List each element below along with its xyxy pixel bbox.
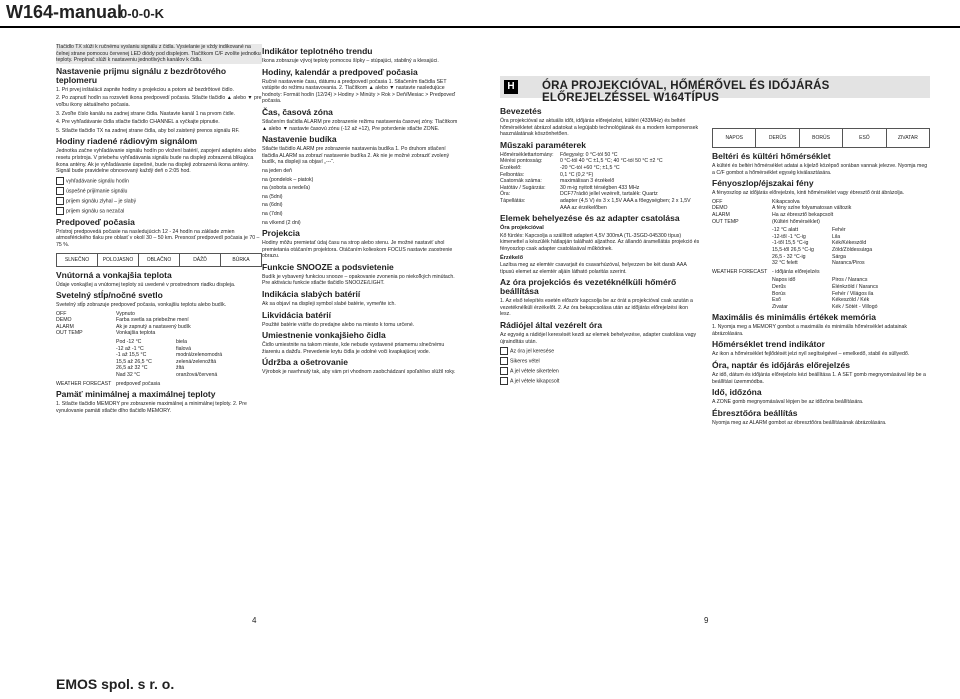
- antenna-icon: [56, 177, 64, 185]
- color-row: [772, 254, 930, 261]
- spec-value: maximálisan 3 érzékelő: [560, 178, 615, 185]
- temp-hu-text: A kültéri és beltéri hőmérséklet adatai a kijelző középső sorában vannak jelezve. Nyomja meg a C/F gombot a hőmérséklet egység kiválasztására.: [712, 163, 928, 176]
- spec-key: Hőmérséklettartomány:: [500, 151, 554, 158]
- heading-clock: Hodiny, kalendár a predpoveď počasia: [262, 66, 418, 77]
- projection-text: Hodiny môžu premietať údaj času na strop alebo stenu. Je možné nastaviť uhol premietania otáčaním projektora. Otáčaním kolieskom FOCUS nastavte zaostrenie obrazu.: [262, 240, 453, 260]
- radio-icon-row: [56, 207, 262, 215]
- heading-radio: Hodiny riadené rádiovým signálom: [56, 136, 198, 147]
- header-rule: [0, 26, 960, 28]
- color-row: [772, 247, 930, 254]
- mode-value: predpoveď počasia: [116, 380, 161, 387]
- color-range: 15,5 až 26,5 °C: [116, 358, 152, 365]
- projection-setup-text: 1. Az első telepítés esetén először kapcsolja be az órát a projekcióval csak azután a vezetéknélküli érzékelőt. 2. Az óra bekapcsolása után az időjárás előrejelzési ikon lesz.: [500, 298, 693, 318]
- spec-row: [500, 152, 700, 159]
- heading-projection: Projekcia: [262, 228, 300, 239]
- radio-icon-label: A jel vétele sikertelen: [510, 368, 559, 375]
- radio-icon-row: [500, 367, 700, 375]
- color-name: žltá: [176, 365, 185, 372]
- alarm-mode: na víkend (2 dni): [262, 219, 301, 226]
- spec-row: [500, 198, 700, 211]
- forecast-key: Derűs: [772, 283, 786, 290]
- memory-text: 1. Stlačte tlačidlo MEMORY pre zobrazenie maximálnej a minimálnej teploty. 2. Pre vynulovanie pamäti stlačte dlho tlačidlo MEMORY.: [56, 401, 247, 414]
- heading-battery: Indikácia slabých batérií: [262, 289, 361, 300]
- spec-value: -20 °C-tól +60 °C; ±1,5 °C: [560, 164, 620, 171]
- sub-main-unit: Óra projekcióval: [500, 225, 544, 232]
- forecast-text: Prístroj predpovedá počasie na nasledujúcich 12 - 24 hodín na základe zmien atmosférického tlaku pre oblasť v okolí 30 – 50 km. Presnosť predpovedí počasia je 70 – 75 %.: [56, 228, 260, 248]
- forecast-mode-hu: [712, 269, 930, 276]
- heading-memory-hu: Maximális és minimális értékek memória: [712, 312, 876, 323]
- weather-sunny-label: SLNEČNO: [57, 254, 98, 266]
- color-row: [772, 304, 930, 311]
- column-1: [56, 44, 262, 604]
- heading-sensor: Nastavenie prijmu signálu z bezdrôtového teplomeru: [56, 65, 227, 85]
- manual-code: 0-0-0-K: [120, 6, 165, 21]
- heading-care: Údržba a ošetrovanie: [262, 357, 348, 368]
- mode-key: OUT TEMP: [56, 330, 83, 337]
- antenna-icon: [500, 367, 508, 375]
- color-table-hu: [712, 227, 930, 267]
- color-range: -12-től -1 °C-ig: [772, 233, 806, 240]
- header-bar: [0, 0, 960, 26]
- mode-row: [712, 219, 930, 226]
- light-hu-text: A fényoszlop az időjárás előrejelzés, kinti hőmérséklet vagy ébresztő órát ábrázolja.: [712, 190, 905, 197]
- step: 2. Po zapnutí hodín sa rozsvieti ikona predpovedí počasia. Stlačte tlačidlo ▲ alebo ▼ pre voľbu ikony aktuálneho počasia.: [56, 95, 262, 108]
- radio-icon-label: úspešné prijímanie signálu: [66, 188, 128, 195]
- radio-icon-row: [500, 357, 700, 365]
- spec-row: [500, 158, 700, 165]
- color-name: modrá/zelenomodrá: [176, 352, 223, 359]
- color-row: [116, 346, 262, 353]
- radio-icon-row: [56, 187, 262, 195]
- spec-key: Tápellátás:: [500, 197, 526, 204]
- spec-key: Csatornák száma:: [500, 178, 542, 185]
- mode-row: [56, 324, 262, 331]
- mode-value: Ak je zapnutý a nastavený budík: [116, 323, 191, 330]
- mode-key: OFF: [56, 310, 67, 317]
- mode-value: Vonkajšia teplota: [116, 330, 156, 337]
- color-name: Sárga: [832, 253, 846, 260]
- weather-partly-label: DERŰS: [756, 129, 799, 147]
- radio-icon-row: [500, 347, 700, 355]
- memory-hu-text: 1. Nyomja meg a MEMORY gombot a maximális és minimális hőmérséklet adatainak ábrázolására.: [712, 324, 907, 337]
- heading-spec: Műszaki paraméterek: [500, 139, 586, 150]
- radio-icon-label: prijem signálu sa nezačal: [66, 208, 125, 215]
- alarm-mode: na (sobota a nedeľa): [262, 185, 310, 192]
- color-range: -1-től 15,5 °C-ig: [772, 240, 809, 247]
- column-3: [500, 104, 700, 604]
- heading-trend: Indikátor teplotného trendu: [262, 46, 373, 56]
- antenna-icon: [500, 347, 508, 355]
- color-row: [772, 277, 930, 284]
- spec-row: [500, 172, 700, 179]
- spec-key: Érzékelő:: [500, 164, 522, 171]
- manual-title: W164-manual: [6, 2, 123, 22]
- banner-title: ÓRA PROJEKCIÓVAL, HŐMÉRŐVEL ÉS IDŐJÁRÁS ELŐREJELZÉSSEL W164TÍPUS: [542, 80, 830, 104]
- antenna-icon: [56, 187, 64, 195]
- intro-text: Óra projekcióval az aktuális időt, időjárás előrejelzést, kültéri (433MHz) és beltéri hőmérsékletet ábrázol adatokat a legújabb technológiának és a modern komponensek használatának köszönhetően.: [500, 118, 699, 138]
- color-name: biela: [176, 339, 187, 346]
- spec-key: Óra:: [500, 191, 511, 198]
- language-letter: H: [504, 80, 518, 94]
- mode-key: WEATHER FORECAST: [56, 380, 112, 387]
- heading-disposal: Likvidácia batérií: [262, 309, 331, 320]
- mode-key: WEATHER FORECAST: [712, 268, 768, 275]
- weather-partly-label: POLOJASNO: [98, 254, 139, 266]
- color-row: [116, 339, 262, 346]
- trend-text: Ikona zobrazuje vývoj teploty pomocou šípky – stúpajúci, stabilný a klesajúci.: [262, 58, 439, 64]
- sub-sensor: Érzékelő: [500, 254, 524, 261]
- weather-icon-strip: [56, 253, 262, 267]
- heading-zone: Čas, časová zóna: [262, 106, 333, 117]
- color-name: Fehér: [832, 227, 846, 234]
- mode-row: [712, 205, 930, 212]
- care-text: Výrobok je navrhnutý tak, aby vám pri vhodnom zaobchádzaní spoľahlivo slúžil roky.: [262, 369, 456, 376]
- spec-value: DCF77rádió jellel vezérelt, tartalék: Quartz: [560, 191, 658, 198]
- mode-key: DEMO: [712, 205, 728, 212]
- spec-key: Mérési pontosság:: [500, 158, 543, 165]
- mode-key: DEMO: [56, 317, 72, 324]
- step: 5. Stlačte tlačidlo TX na zadnej strane čidla, aby bol zaistený prenos signálu RF.: [56, 127, 240, 134]
- heading-temp-hu: Beltéri és kültéri hőmérséklet: [712, 151, 831, 161]
- footer-company: EMOS spol. s r. o.: [56, 676, 175, 692]
- mode-table: [56, 311, 262, 337]
- mode-value: Vypnuto: [116, 310, 135, 317]
- antenna-icon: [500, 377, 508, 385]
- radio-icon-label: prijem signálu zlyhal – je slabý: [66, 198, 137, 205]
- color-row: [772, 260, 930, 267]
- spec-row: [500, 191, 700, 198]
- color-range: -1 až 15,5 °C: [116, 352, 147, 359]
- radio-text: Jednotka začne vyhľadávanie signálu hodín po vložení batérií, zapojení adaptéru alebo resetu prístroja. V priebehu vyhľadávania signálu bude na displeji zobrazená blikajúca ikona antény. Ak je vyhľadávanie úspešné, bude na displeji zobrazená ikona antény. Signál bude pravidelne obnovovaný každý deň o 2:05 hod.: [56, 148, 257, 175]
- heading-placement: Umiestnenie vonkajšieho čidla: [262, 330, 386, 341]
- spec-table: [500, 152, 700, 211]
- color-range: -12 až -1 °C: [116, 345, 144, 352]
- radio-icon-label: A jel vétele kikapcsolt: [510, 378, 560, 385]
- mode-row: [56, 311, 262, 318]
- mode-row: [712, 212, 930, 219]
- color-range: 32 °C felett: [772, 260, 798, 267]
- color-row: [116, 372, 262, 379]
- heading-memory: Pamäť minimálnej a maximálnej teploty: [56, 389, 216, 400]
- mode-value: - időjárás előrejelzés: [772, 268, 820, 275]
- spec-row: [500, 165, 700, 172]
- alarm-mode: na (5dni): [262, 193, 283, 200]
- heading-radio-hu: Rádiójel által vezérelt óra: [500, 320, 603, 331]
- color-range: 26,5 - 32 °C-ig: [772, 253, 806, 260]
- light-text: Svetelný stĺp zobrazuje predpoveď počasia, vonkajšiu teplotu alebo budík.: [56, 302, 227, 309]
- antenna-icon: [56, 207, 64, 215]
- mode-table-2: [56, 381, 262, 388]
- hungarian-title-banner: [500, 76, 930, 104]
- color-name: Lila: [832, 233, 841, 240]
- spec-value: adapter (4,5 V) és 3 x 1,5V AAA a főegységben; 2 x 1,5V AAA az érzékelőben: [560, 197, 691, 211]
- color-name: oranžová/červená: [176, 372, 218, 379]
- weather-cloudy-label: BORÚS: [800, 129, 843, 147]
- color-row: [772, 297, 930, 304]
- heading-light-hu: Fényoszlop/éjszakai fény: [712, 178, 814, 189]
- weather-storm-label: BÚRKA: [232, 256, 250, 263]
- color-name: Zöld/Zöldessárga: [832, 246, 873, 253]
- alarm-mode: na (6dni): [262, 202, 283, 209]
- radio-hu-text: Az egység a rádiójel keresését kezdi az elemek behelyezése, adapter csatolása vagy újraindítás után.: [500, 332, 697, 345]
- weather-sunny-label: NAPOS: [713, 129, 756, 147]
- mode-table-hu: [712, 199, 930, 225]
- color-range: -12 °C alatt: [772, 227, 799, 234]
- disposal-text: Použité batérie vráťte do predajne alebo na miesto k tomu určené.: [262, 321, 415, 328]
- mode-row: [712, 269, 930, 276]
- weather-storm-label: ZIVATAR: [897, 135, 918, 141]
- heading-forecast: Predpoveď počasia: [56, 216, 135, 227]
- heading-alarm-hu: Ébresztőóra beállítás: [712, 407, 798, 418]
- weather-rain-label: DÁŽĎ: [180, 254, 221, 266]
- heading-temp: Vnútorná a vonkajšia teplota: [56, 269, 172, 280]
- mode-value: Farba svetla sa priebežne mení: [116, 317, 189, 324]
- heading-install: Elemek behelyezése és az adapter csatolása: [500, 213, 680, 224]
- heading-light: Svetelný stĺp/nočné svetlo: [56, 290, 163, 301]
- color-row: [772, 234, 930, 241]
- color-range: 15,5-től 26,5 °C-ig: [772, 246, 814, 253]
- sensor-text: Lazítsa meg az elemtér csavarjait és csavarhúzóval, helyezzen be két darab AAA típusú elemet az elemtér aljáin látható polaritás szerint.: [500, 262, 687, 275]
- forecast-color: Élénkzöld / Narancs: [832, 283, 879, 290]
- color-row: [772, 291, 930, 298]
- radio-icon-row: [500, 377, 700, 385]
- color-row: [772, 240, 930, 247]
- spec-value: 0,1 °C (0,2 °F): [560, 171, 594, 178]
- intro-text: Tlačidlo TX slúži k ručnému vyslaniu signálu z čidla. Vysielanie je vždy indikované na čelnej strane pomocou červenej LED diódy pod displejom. Tlačítkom C/F zvolíte jednotku teploty. Prepínač slúži k nastaveniu jednotlivých kanálov k čidlu.: [56, 44, 261, 64]
- mode-value: Kikapcsolva: [772, 198, 800, 205]
- alarm-text: Stlačte tlačidlo ALARM pre zobrazenie nastavenia budíka 1. Po druhom stlačení tlačidla ALARM sa zobrazí nastavenie budíka 2. Ak nie je možné zobraziť zvolený budík, na displeji sa objaví „---“.: [262, 146, 450, 166]
- color-row: [772, 284, 930, 291]
- color-row: [116, 352, 262, 359]
- battery-text: Ak sa objaví na displeji symbol slabé batérie, vymeňte ich.: [262, 301, 396, 308]
- step: 3. Zvoľte číslo kanálu na zadnej strane čidla. Nastavte kanál 1 na prvom čidle.: [56, 110, 236, 117]
- antenna-icon: [500, 357, 508, 365]
- color-row: [116, 365, 262, 372]
- antenna-icon: [56, 197, 64, 205]
- page-number-left: 4: [252, 616, 257, 625]
- mode-key: ALARM: [712, 211, 730, 218]
- forecast-key: Eső: [772, 297, 781, 304]
- install-text: Kő fürdés: Kapcsolja a szállított adaptert 4,5V 300mA (TL-3SGD-045300 típus) kimenettel a készülék hátlapján található aljzathoz. Az állandó áramellátás projekció és fényoszlop csak adapter csatolásával működnek.: [500, 232, 700, 252]
- column-2: [262, 44, 458, 604]
- spec-value: 0 °C-tól 40 °C ±1,5 °C; 40 °C-tól 50 °C ±2 °C: [560, 158, 663, 165]
- spec-row: [500, 178, 700, 185]
- mode-row: [56, 317, 262, 324]
- zone-text: Stlačením tlačidla ALARM pre zobrazenie režimu nastavenia časovej zóny. Tlačítkom ▲ alebo ▼ nastavte časovú zónu (-12 až +12), Pre potvrdenie stlačte ZONE.: [262, 118, 458, 132]
- forecast-color: Kék / Sötét - Villogó: [832, 303, 878, 310]
- weather-icon-strip-hu: [712, 128, 930, 148]
- heading-calendar-hu: Óra, naptár és időjárás előrejelzés: [712, 360, 850, 371]
- zone-hu-text: A ZONE gomb megnyomásával lépjen be az időzóna beállítására.: [712, 399, 864, 406]
- radio-icon-label: Sikeres vétel: [510, 358, 540, 365]
- heading-projection-setup: Az óra projekciós és vezetéknélküli hőmérő beállítása: [500, 277, 677, 297]
- alarm-mode: na jeden deň: [262, 167, 293, 174]
- color-name: Kék/Kékeszöld: [832, 240, 867, 247]
- heading-intro: Bevezetés: [500, 106, 542, 116]
- page-number-right: 9: [704, 616, 709, 625]
- step: 4. Pre vyhľadávanie čidla stlačte tlačidlo CHANNEL a vyčkajte pipnutie.: [56, 119, 220, 126]
- heading-zone-hu: Idő, időzóna: [712, 387, 762, 398]
- weather-rain-label: ESŐ: [843, 129, 886, 147]
- spec-row: [500, 185, 700, 192]
- spec-value: 30 m-ig nyitott térségben 433 MHz: [560, 184, 640, 191]
- snooze-text: Budík je vybavený funkciou snooze – opakovanie zvonenia po niekoľkých minútach. Pre aktiváciu funkcie stlačte tlačidlo SNOOZE/LIGHT.: [262, 273, 455, 287]
- color-row: [772, 227, 930, 234]
- calendar-hu-text: Az idő, dátum és időjárás előrejelzés kézi beállítása 1. A SET gomb megnyomásával lép be a beállítási üzemmódba.: [712, 372, 926, 385]
- color-row: [116, 359, 262, 366]
- heading-alarm: Nastavenie budíka: [262, 134, 337, 145]
- heading-snooze: Funkcie SNOOZE a podsvietenie: [262, 261, 394, 272]
- mode-key: ALARM: [56, 323, 74, 330]
- mode-key: OUT TEMP: [712, 218, 739, 225]
- color-name: zelená/zelenožltá: [176, 358, 217, 365]
- radio-icon-label: Az óra jel keresése: [510, 348, 555, 355]
- color-name: Narancs/Piros: [832, 260, 865, 267]
- forecast-key: Zivatar: [772, 303, 788, 310]
- mode-row: [56, 381, 262, 388]
- mode-row: [56, 330, 262, 337]
- heading-trend-hu: Hőmérséklet trend indikátor: [712, 339, 825, 350]
- trend-hu-text: Az ikon a hőmérséklet fejlődését jelzi nyíl segítségével – emelkedő, stabil és süllyedő.: [712, 351, 910, 358]
- temp-text: Údaje vonkajšej a vnútornej teploty sú uvedené v prostrednom riadku displeja.: [56, 281, 236, 288]
- alarm-mode: na (7dni): [262, 210, 283, 217]
- forecast-key: Borús: [772, 290, 786, 297]
- forecast-color-table-hu: [712, 277, 930, 310]
- spec-key: Hatótáv / Sugárzás:: [500, 184, 546, 191]
- forecast-color: Piros / Narancs: [832, 277, 868, 284]
- color-range: 26,5 až 32 °C: [116, 365, 148, 372]
- radio-icon-row: [56, 197, 262, 205]
- step: 1. Pri prvej inštalácii zapnite hodiny s projekciou a potom až bezdrôtové čidlo.: [56, 86, 234, 93]
- alarm-hu-text: Nyomja meg az ALARM gombot az ébresztőóra beállításának ábrázolására.: [712, 419, 887, 426]
- mode-value: (Kültéri hőmérséklet): [772, 218, 820, 225]
- color-range: Nad 32 °C: [116, 372, 140, 379]
- mode-value: Ha az ébresztő bekapcsolt: [772, 211, 834, 218]
- alarm-mode: na (pondelok – piatok): [262, 176, 314, 183]
- color-name: fialová: [176, 345, 191, 352]
- forecast-key: Napos idő: [772, 277, 796, 284]
- radio-icon-label: vyhľadávanie signálu hodín: [66, 178, 129, 185]
- spec-key: Felbontás:: [500, 171, 525, 178]
- radio-icon-row: [56, 177, 262, 185]
- forecast-color: Kékeszöld / Kék: [832, 297, 870, 304]
- mode-row: [712, 199, 930, 206]
- mode-key: OFF: [712, 198, 723, 205]
- spec-value: Főegység: 0 °C-tól 50 °C: [560, 151, 618, 158]
- placement-text: Čidlo umiestnite na takom mieste, kde nebude vystavené priamemu slnečnému žiareniu a dažďu. Prevedenie krytu čidla je odolné voči kvapkajúcej vode.: [262, 342, 445, 355]
- color-range: Pod -12 °C: [116, 339, 142, 346]
- color-table: [56, 339, 262, 379]
- weather-cloudy-label: OBLAČNO: [139, 254, 180, 266]
- mode-value: A fény színe folyamatosan változik: [772, 205, 852, 212]
- column-4: [712, 124, 930, 604]
- forecast-color: Fehér / Világos ila: [832, 290, 874, 297]
- clock-text: Ručné nastavenie času, dátumu a predpovedí počasia 1. Stlačením tlačidla SET vstúpite do režimu nastavovania. 2. Tlačítkom ▲ alebo ▼ nastavte nasledujúce hodnoty: Formát hodín (12/24) > Hodiny > Minúty > Rok > Deň/Mesiac > Predpoveď počasia.: [262, 78, 456, 105]
